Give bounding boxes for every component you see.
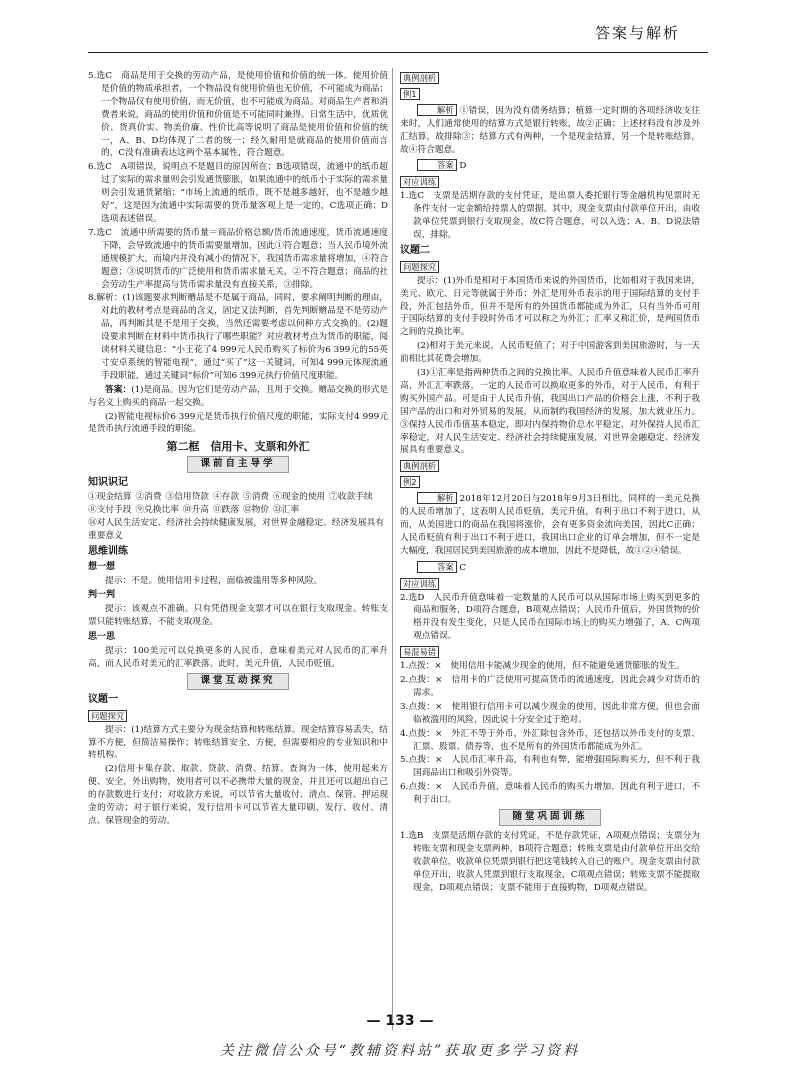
banner-drill-label: 随堂巩固训练 <box>499 809 600 826</box>
case-heading: 典例剖析 <box>400 72 439 84</box>
answer-label: 答案 <box>417 159 457 171</box>
example-2-answer-value: C <box>459 562 467 573</box>
knowledge-point: ⑬汇率 <box>273 505 300 515</box>
think2-text: 提示：100美元可以兑换更多的人民币，意味着美元对人民币的汇率升高，而人民币对美元的汇率跌落。此时，美元升值，人民币贬值。 <box>88 646 388 669</box>
section-title: 第二框 信用卡、支票和外汇 <box>166 440 310 454</box>
knowledge-point: ①现金结算 <box>88 492 132 503</box>
page-header <box>0 0 800 60</box>
knowledge-point: ④存款 <box>212 492 239 503</box>
banner-classroom <box>88 673 388 690</box>
knowledge-point: ⑪跌落 <box>212 505 239 515</box>
mistake-item: 1.点拨：× 使用信用卡能减少现金的使用，但不能避免通货膨胀的发生。 <box>400 661 685 672</box>
answer-label: 答案： <box>105 384 132 395</box>
banner-classroom-label: 课堂互动探究 <box>187 673 288 690</box>
right-column <box>400 70 700 895</box>
banner-drill <box>400 809 700 826</box>
topic2-p1: 提示：(1)外币是相对于本国货币来说的外国货币，比如相对于我国来讲，美元、欧元、日元等就属于外币；外汇是用外币表示的用于国际结算的支付手段，外汇包括外币，但并不是所有的外国货币都能成为外汇，只有当外币可用于国际结算的支付手段时外币才可以称之为外汇；汇率又称汇价，是两国货币之间的兑换比率。 <box>400 275 700 338</box>
example-2-analysis-text: 2018年12月20日与2018年9月3日相比，同样的一美元兑换的人民币增加了，这表明人民币贬值，美元升值，有利于出口不利于进口，从而，从美国进口的商品在我国将涨价，会有更多资金流向美国，因此C正确；人民币贬值有利于出口不利于进口，我国出口企业的订单会增加，但不一定是大幅度，我国居民到美国旅游的成本增加，因此不是降低，故①②④错误。 <box>400 494 701 556</box>
think1-heading: 想一想 <box>88 561 116 572</box>
think2-heading: 思一思 <box>88 632 116 643</box>
banner-preview-label: 课前自主导学 <box>187 456 288 473</box>
mistake-item: 3.点拨：× 使用银行信用卡可以减少现金的使用，因此非常方便，但也会面临被滥用的风险，因此说十分安全过于绝对。 <box>400 701 700 725</box>
knowledge-point: ⑭对人民生活安定、经济社会持续健康发展，对世界金融稳定、经济发展具有重要意义 <box>88 517 384 541</box>
answer-8-part-1-text: (1)是商品。因为它们是劳动产品，且用于交换。赠品交换的形式是与名义上购买的商品一起交换。 <box>88 384 389 408</box>
topic2-heading: 议题二 <box>400 244 430 256</box>
mistake-item: 4.点拨：× 外汇不等于外币，外汇除包含外币，还包括以外币支付的支票、汇票、股票、债券等，也不是所有的外国货币都能成为外汇。 <box>400 728 700 752</box>
knowledge-point: ②消费 <box>135 492 162 503</box>
analysis-label: 解析 <box>417 104 457 116</box>
topic1-p1: 提示：(1)结算方式主要分为现金结算和转账结算。现金结算容易丢失，结算不方便，但简洁易操作；转账结算安全、方便，但需要相应的专业知识和中转机构。 <box>88 724 388 761</box>
banner-preview <box>88 456 388 473</box>
answer-item-6: 6.选C A项错误，说明点不是题目的原因所在；B选项错误，流通中的纸币超过了实际的需求量则会引发通货膨胀，如果流通中的纸币小于实际的需求量则会引发通货紧缩；“市场上流通的纸币，既不是越多越好，也不是越少越好”，这是因为流通中实际需要的货币量客观上是一定的，C选项正确；D选项表述错误。 <box>88 162 388 224</box>
example-2-label: 例2 <box>400 476 420 488</box>
answer-8-part-1 <box>88 384 388 410</box>
train-heading-2: 对应训练 <box>400 578 439 590</box>
train-1: 1.选C 支票是活期存款的支付凭证，是出票人委托银行等金融机构见票时无条件支付一定金额给持票人的票据。其中，现金支票由付款单位开出，由收款单位凭票到银行支取现金，故C符合题意，可以入选；A、B、D说法错误，排除。 <box>400 191 700 240</box>
knowledge-point: ⑩升高 <box>182 505 209 515</box>
knowledge-heading: 知识识记 <box>88 477 128 489</box>
think-heading: 思维训练 <box>88 545 128 557</box>
analysis-label-2: 解析 <box>417 492 457 504</box>
page-number: — 133 — <box>366 1013 434 1029</box>
judge-heading: 判一判 <box>88 590 116 601</box>
example-2-analysis <box>400 490 700 558</box>
knowledge-point: ⑫物价 <box>243 505 270 515</box>
header-rule <box>88 52 708 53</box>
answer-8-part-2: (2)智能电视标价6 399元是货币执行价值尺度的职能，实际支付4 999元是货币执行流通手段的职能。 <box>88 411 388 435</box>
answer-item-8: 8.解析：(1)该题要求判断赠品是不是属于商品，同时，要求阐明判断的理由，对此的教材考点是商品的含义，固定又法判断，首先判断赠品是不是劳动产品，再判断其是不是用于交换，当然还需要考虑以何种方式交换的。(2)题设要求判断在材料中货币执行了哪些职能？对应教材考点为货币的职能，阅读材料关键信息：“小王花了4 999元人民币购买了标价为6 399元的55英寸安卓系统的智能电视”，通过“买了”这一关键词，可知4 999元体现流通手段职能，通过关键词“标价”可知6 399元执行价值尺度职能。 <box>88 293 388 381</box>
judge-text: 提示：该观点不准确。只有凭借现金支票才可以在银行支取现金。转账支票只能转账结算，不能支取现金。 <box>88 604 388 628</box>
mistake-item: 2.点拨：× 信用卡的广泛使用可提高货币的流通速度，因此会减少对货币的需求。 <box>400 674 700 698</box>
example-1-answer-value: D <box>459 161 467 172</box>
example-1-label: 例1 <box>400 88 420 100</box>
answer-item-5: 5.选C 商品是用于交换的劳动产品，是使用价值和价值的统一体。使用价值是价值的物质承担者，一个物品没有使用价值也无价值，不可能成为商品；一个物品仅有使用价值，而无价值，也不可能成为商品。对商品生产者和消费者来说，商品的使用价值和价值是不可能同时兼得。日常生活中，优质优价、货真价实、物美价廉、性价比高等说明了商品是使用价值和价值的统一，A、B、D均体现了二者的统一；经久耐用是就商品的使用价值而言的，C没有准确表达这两个基本属性，符合题意。 <box>88 71 388 159</box>
case-heading-2: 典例剖析 <box>400 460 439 472</box>
knowledge-point: ⑧支付手段 <box>88 505 132 515</box>
left-column <box>88 70 388 829</box>
mistake-item: 5.点拨：× 人民币汇率升高，有利也有弊，能增强国际购买力，但不利于我国商品出口和吸引外资等。 <box>400 755 700 779</box>
topic2-p3: (3)①汇率是指两种货币之间的兑换比率。人民币升值意味着人民币汇率升高，外汇汇率跌落，一定的人民币可以换取更多的外币，对于人民币，有利于购买外国产品。可是由于人民币升值，我国出口产品的价格会上涨，不利于我国产品的出口和对外贸易的发展，从而制约我国经济的发展，加大就业压力。③保持人民币币值基本稳定，即对内保持物价总水平稳定，对外保持人民币汇率稳定，对人民生活安定、经济社会持续健康发展，对世界金融稳定、经济发展具有重要意义。 <box>400 368 700 456</box>
knowledge-points <box>88 491 388 543</box>
knowledge-point: ⑦收款手续 <box>329 492 373 503</box>
example-2-answer <box>400 559 700 575</box>
knowledge-point: ③信用贷款 <box>165 492 209 503</box>
inquiry-label: 问题探究 <box>88 710 127 722</box>
inquiry-label-2: 问题探究 <box>400 261 439 273</box>
mistake-item: 6.点拨：× 人民币升值，意味着人民币的购买力增加，因此有利于进口，不利于出口。 <box>400 782 700 806</box>
answer-label-2: 答案 <box>417 561 457 573</box>
train-heading: 对应训练 <box>400 176 439 188</box>
train-2: 2.选D 人民币升值意味着一定数量的人民币可以从国际市场上购买到更多的商品和服务，D项符合题意，B项观点错误；人民币升值后，外国货物的价格并没有发生变化，只是人民币在国际市场上的购买力增强了，A、C两项观点错误。 <box>400 592 700 642</box>
topic2-p2: (2)相对于美元来说，人民币贬值了；对于中国游客到美国旅游时，与一天前相比其花费会增加。 <box>400 341 700 365</box>
mistake-heading: 易混易错 <box>400 646 439 658</box>
answer-item-7: 7.选C 流通中所需要的货币量＝商品价格总额/货币流通速度，货币流通速度下降，会导致流通中的货币需要量增加，因此①符合题意；当人民币境外流通规模扩大，而境内并没有减小的情况下，我国货币需求量将增加，④符合题意；③说明货币的广泛使用和货币需求量无关，②不符合题意；商品的社会劳动生产率提高与货币需求量没有直接关系，③排除。 <box>88 227 388 290</box>
column-divider <box>392 68 393 1030</box>
example-1-analysis <box>400 102 700 157</box>
header-title: 答案与解析 <box>594 24 680 42</box>
knowledge-point: ⑥现金的使用 <box>273 492 326 503</box>
example-1-analysis-text: ①错误，因为没有债务结算；植算一定时期的各项经济收支往来时，人们通常使用的结算方式是银行转账，故②正确；上述材料没有涉及外汇结算，故排除③；结算方式有两种，一个是现金结算，另一个是转账结算，故④符合题意。 <box>400 105 701 155</box>
knowledge-point: ⑤消费 <box>243 492 270 503</box>
topic1-p2: (2)信用卡集存款、取款、贷款、消费、结算、查询为一体，使用起来方便、安全，外出购物，使用者可以不必携带大量的现金，并且还可以超出自己的存款数进行支付；对收款方来说，可以节省大量收付、清点、保管、押运现金的劳动；对于银行来说，发行信用卡可以节省大量印刷、发行、收付、清点、保管现金的劳动。 <box>88 764 388 826</box>
knowledge-point: ⑨兑换比率 <box>135 505 179 515</box>
example-1-answer <box>400 157 700 173</box>
drill-1: 1.选B 支票是活期存款的支付凭证，不是存款凭证，A项观点错误；支票分为转账支票和现金支票两种，B项符合题意；转账支票是由付款单位开出交给收款单位，收款单位凭票到银行把这笔钱转入自己的账户。现金支票由付款单位开出，收款人凭票到银行支取现金，C项观点错误；转账支票不能提取现金，D项观点错误；支票不能用于直接购物，D项观点错误。 <box>400 830 700 893</box>
topic1-heading: 议题一 <box>88 693 118 705</box>
footer-promo: 关注微信公众号“教辅资料站”获取更多学习资料 <box>219 1043 581 1059</box>
think1-text: 提示：不是。使用信用卡过程，面临被滥用等多种风险。 <box>105 575 323 586</box>
